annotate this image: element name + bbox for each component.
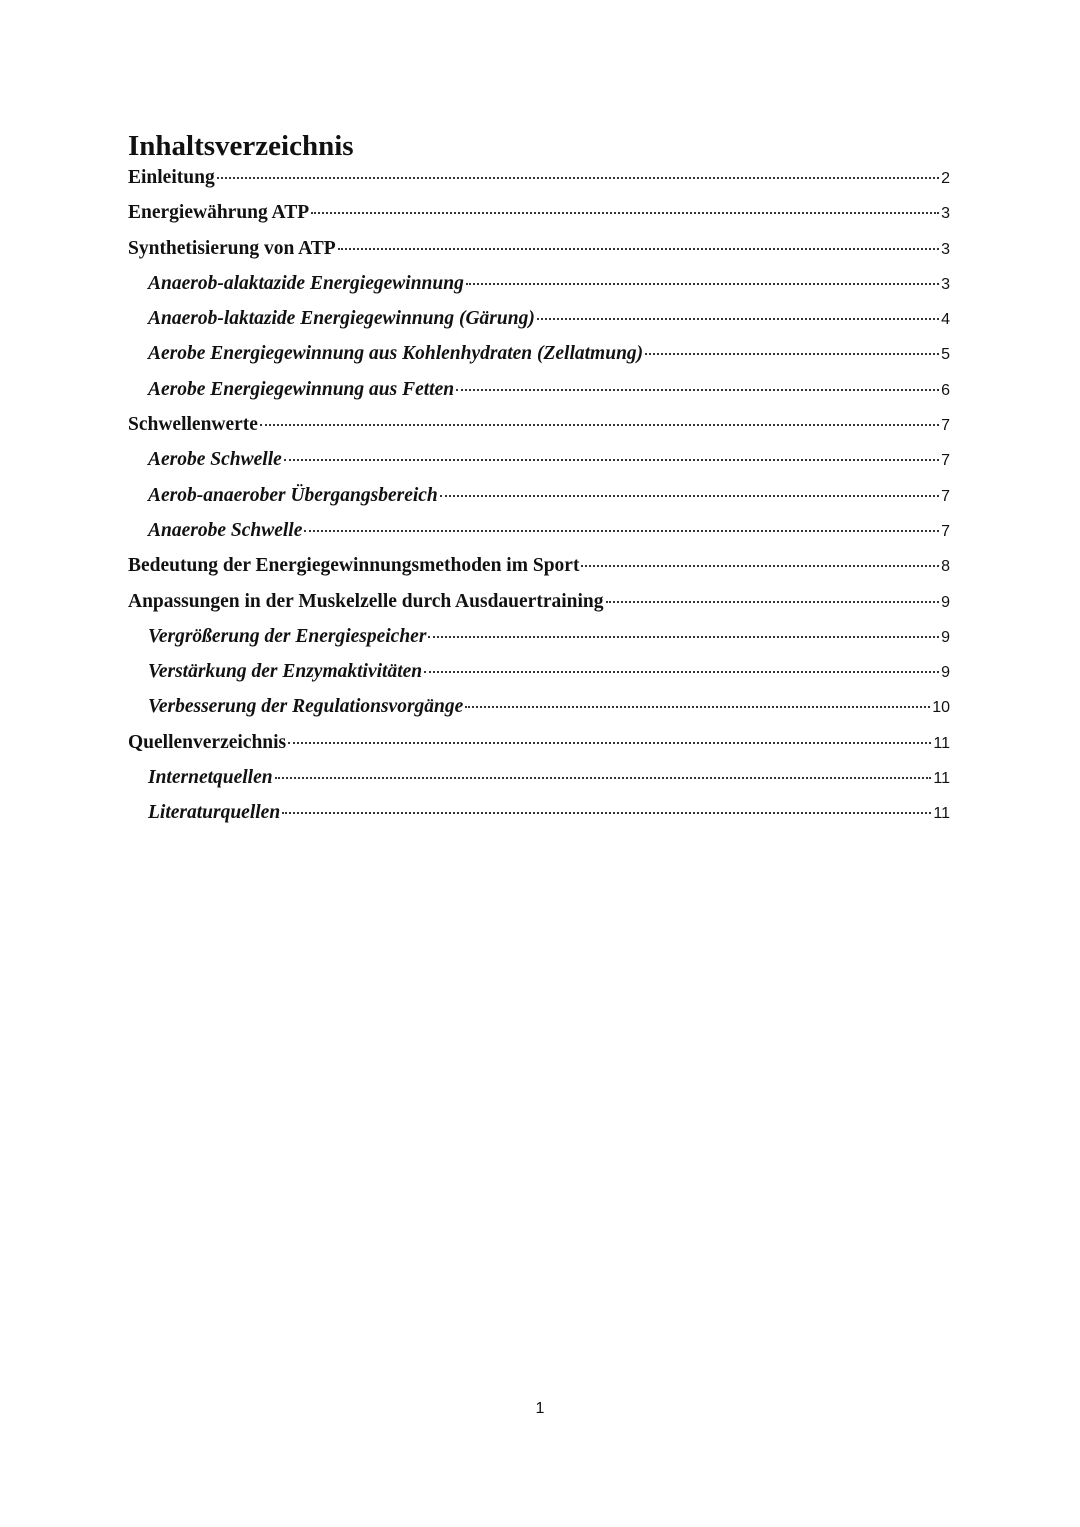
toc-dot-leader [275,775,932,779]
toc-entry-label: Aerob-anaerober Übergangsbereich [148,484,438,506]
toc-dot-leader [311,210,939,214]
toc-entry-label: Schwellenwerte [128,414,258,436]
toc-entry-label: Vergrößerung der Energiespeicher [148,625,427,647]
toc-entry-page: 3 [941,205,950,223]
toc-entry[interactable] [128,165,950,200]
toc-entry[interactable] [128,553,950,588]
toc-entry-page: 3 [941,240,950,258]
toc-dot-leader [466,281,939,285]
toc-subentry[interactable] [128,800,950,835]
toc-subentry[interactable] [128,377,950,412]
toc-entry-label: Aerobe Energiegewinnung aus Kohlenhydraten (Zellatmung) [148,343,644,365]
toc-entry-label: Anaerob-alaktazide Energiegewinnung [148,272,464,294]
toc-dot-leader [645,351,939,355]
toc-entry-page: 3 [941,275,950,293]
toc-subentry[interactable] [128,659,950,694]
toc-entry-page: 2 [941,170,950,187]
toc-entry[interactable] [128,236,950,271]
toc-entry-page: 11 [933,770,950,788]
toc-dot-leader [338,246,939,250]
toc-dot-leader [424,669,939,673]
toc-entry-label: Literaturquellen [148,802,281,824]
toc-entry-label: Anpassungen in der Muskelzelle durch Ausdauertraining [128,590,604,612]
toc-entry-page: 10 [932,699,950,717]
toc-entry-label: Quellenverzeichnis [128,731,287,753]
toc-entry-page: 7 [941,452,950,470]
toc-subentry[interactable] [128,341,950,376]
toc-dot-leader [260,422,939,426]
toc-subentry[interactable] [128,765,950,800]
toc-entry-page: 9 [941,664,950,682]
toc-dot-leader [282,810,931,814]
toc-entry-label: Bedeutung der Energiegewinnungsmethoden im Sport [128,555,580,577]
toc-entry-page: 7 [941,487,950,505]
toc-dot-leader [440,493,939,497]
toc-entry[interactable] [128,200,950,235]
toc-dot-leader [581,563,939,567]
toc-entry-label: Aerobe Schwelle [148,449,282,471]
toc-dot-leader [606,599,940,603]
toc-entry-page: 4 [941,311,950,329]
toc-subentry[interactable] [128,694,950,729]
toc-subentry[interactable] [128,624,950,659]
toc-entry-page: 11 [933,734,950,752]
toc-entry-label: Verstärkung der Enzymaktivitäten [148,661,423,683]
toc-entry-page: 8 [941,558,950,576]
toc-entry-page: 11 [933,805,950,823]
toc-dot-leader [537,316,939,320]
toc-dot-leader [428,634,939,638]
toc-entry-label: Aerobe Energiegewinnung aus Fetten [148,378,455,400]
toc-subentry[interactable] [128,271,950,306]
toc-dot-leader [288,740,931,744]
toc-dot-leader [456,387,939,391]
toc-dot-leader [217,175,939,179]
toc-entry-label: Internetquellen [148,767,273,789]
toc-title: Inhaltsverzeichnis [128,130,354,162]
page-number: 1 [535,1400,545,1417]
toc-entry[interactable] [128,589,950,624]
toc-entry-page: 6 [941,381,950,399]
toc-entry-page: 9 [941,593,950,611]
toc-subentry[interactable] [128,518,950,553]
toc-subentry[interactable] [128,447,950,482]
toc-subentry[interactable] [128,306,950,341]
toc-subentry[interactable] [128,483,950,518]
table-of-contents [128,165,950,836]
toc-dot-leader [465,704,930,708]
toc-entry-page: 5 [941,346,950,364]
toc-entry-label: Energiewährung ATP [128,202,310,224]
toc-entry-label: Einleitung [128,167,215,188]
toc-entry-label: Verbesserung der Regulationsvorgänge [148,696,464,718]
toc-entry-label: Anaerobe Schwelle [148,519,303,541]
toc-entry[interactable] [128,730,950,765]
toc-entry-page: 7 [941,417,950,435]
toc-dot-leader [284,457,939,461]
toc-entry-page: 9 [941,628,950,646]
toc-dot-leader [304,528,939,532]
toc-entry-label: Synthetisierung von ATP [128,237,336,259]
toc-entry[interactable] [128,412,950,447]
toc-entry-label: Anaerob-laktazide Energiegewinnung (Gärung) [148,308,535,330]
toc-entry-page: 7 [941,522,950,540]
